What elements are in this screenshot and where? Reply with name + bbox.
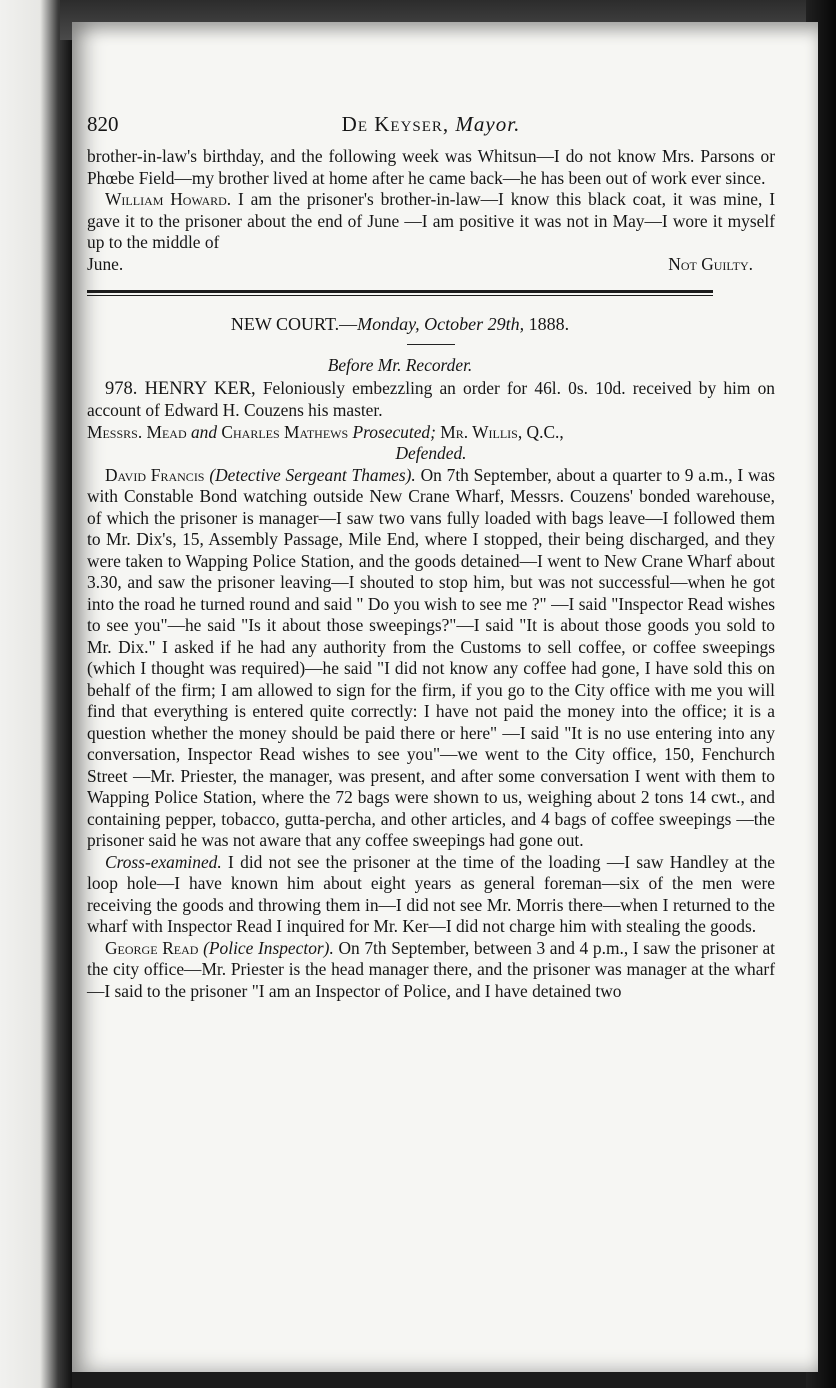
page-number: 820 xyxy=(87,112,119,136)
case-heading xyxy=(87,378,775,422)
section-divider-thin xyxy=(87,295,713,296)
prosecution-counsel-2: Charles Mathews xyxy=(221,421,349,442)
witness-howard-name: William Howard. xyxy=(105,189,232,209)
running-title-name: De Keyser, xyxy=(341,112,450,136)
cross-examination-text: I did not see the prisoner at the time of the loading —I saw Handley at the loop hole—I have known him about eight years as general foreman—six of the men were receiving the goods and throwing them in—I did not see Mr. Morris there—when I returned to the wharf with Inspector Read I inquired for Mr. Ker—I did not charge him with stealing the goods. xyxy=(87,851,775,936)
witness-read-name: George Read xyxy=(105,937,199,958)
heading-short-rule xyxy=(407,344,455,345)
before-judge: Before Mr. Recorder. xyxy=(327,354,473,375)
read-testimony-text: On 7th September, between 3 and 4 p.m., I saw the prisoner at the city office—Mr. Priester is the head manager there, and the prisoner was manager at the wharf—I said to the prisoner "I am an Inspector of Police, and I have detained two xyxy=(87,937,775,1001)
cross-examination xyxy=(87,852,775,938)
court-year: 1888. xyxy=(524,313,570,334)
court-date: Monday, October 29th, xyxy=(357,313,525,334)
section-divider-thick xyxy=(87,290,713,293)
counsel-line xyxy=(87,422,775,444)
testimony-final-word: June. xyxy=(87,253,124,274)
defendant-name: HENRY KER, xyxy=(144,378,256,399)
prosecution-counsel-1: Messrs. Mead xyxy=(87,421,187,442)
witness-francis-role: (Detective Sergeant Thames). xyxy=(209,464,416,485)
francis-testimony-text: On 7th September, about a quarter to 9 a.m., I was with Constable Bond watching outside New Crane Wharf, Messrs. Couzens' bonded warehouse, of which the prisoner is manager—I saw two vans fully loaded with bags leave—I followed them to Mr. Dix's, 15, Assembly Passage, Mile End, where I stopped, their being discharged, and they were taken to Wapping Police Station, and the goods detained—I went to New Crane Wharf about 3.30, and saw the prisoner leaving—I shouted to stop him, but was not successful—when he got into the road he turned round and said " Do you wish to see me ?" —I said "Inspector Read wishes to see you"—he said "Is it about those sweepings?"—I said "It is about those goods you sold to Mr. Dix." I asked if he had any authority from the Customs to sell coffee, or coffee sweepings (which I thought was required)—he said "I did not know any coffee had gone, I have sold this on behalf of the firm; I am allowed to sign for the firm, if you go to the City office with me you will find that everything is entered quite correctly: I have not paid the money into the office; it is a question whether the money should be paid there or here" —I said "It is no use entering into any conversation, Inspector Read wishes to see you"—we went to the City office, 150, Fenchurch Street —Mr. Priester, the manager, was present, and after some conversation I went with them to Wapping Police Station, where the 72 bags were shown to us, weighing about 2 tons 14 cwt., and containing pepper, tobacco, gutta-percha, and other articles, and 4 bags of coffee sweepings —the prisoner said he was not aware that any coffee sweepings had gone out. xyxy=(87,464,775,850)
court-heading xyxy=(87,314,713,335)
defence-counsel: Mr. Willis, xyxy=(435,421,523,442)
case-number: 978. xyxy=(105,378,138,399)
defended-label: Defended. xyxy=(395,443,467,463)
running-title-office: Mayor. xyxy=(455,112,521,136)
read-testimony xyxy=(87,938,775,1003)
defence-counsel-qc: Q.C., xyxy=(522,421,564,442)
prosecuted-label: Prosecuted; xyxy=(348,421,436,442)
previous-case-paragraph: brother-in-law's birthday, and the following week was Whitsun—I do not know Mrs. Parsons or Phœbe Field—my brother lived at home after he came back—he has been out of work ever since. xyxy=(87,146,775,188)
howard-testimony xyxy=(87,189,775,254)
cross-examined-label: Cross-examined. xyxy=(105,851,222,872)
page-content xyxy=(87,112,775,1002)
running-title xyxy=(87,112,775,137)
witness-read-role: (Police Inspector). xyxy=(203,937,334,958)
case-charge: Feloniously embezzling an order for 46l. 0s. 10d. received by him on account of Edward H. Couzens his master. xyxy=(87,377,775,420)
witness-francis-name: David Francis xyxy=(105,464,205,485)
howard-testimony-text: I am the prisoner's brother-in-law—I know this black coat, it was mine, I gave it to the prisoner about the end of June —I am positive it was not in May—I wore it myself up to the middle of xyxy=(87,189,775,252)
book-gutter xyxy=(0,0,72,1388)
verdict-line xyxy=(87,254,775,276)
counsel-and: and xyxy=(186,421,222,442)
francis-testimony xyxy=(87,465,775,852)
court-name: NEW COURT.— xyxy=(230,313,358,334)
running-header xyxy=(87,112,775,146)
verdict: Not Guilty. xyxy=(668,253,753,274)
